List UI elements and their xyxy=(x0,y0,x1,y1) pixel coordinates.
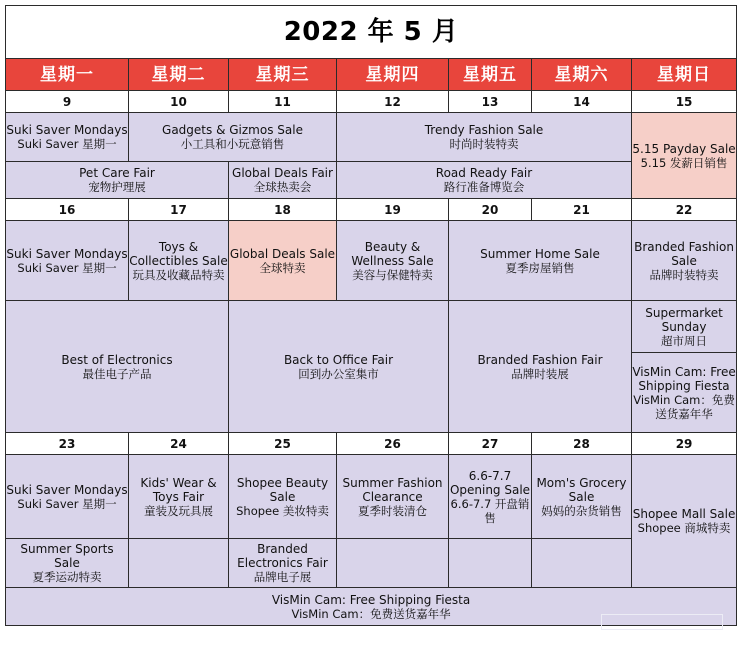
event-title-zh: 路行准备博览会 xyxy=(443,180,525,194)
event-summer-fashion-clearance xyxy=(337,455,449,539)
event-best-of-electronics xyxy=(6,301,229,433)
event-title: 5.15 Payday Sale xyxy=(632,141,736,156)
event-supermarket-sunday xyxy=(632,301,737,353)
event-suki-saver-mondays xyxy=(6,455,129,539)
date-row-week-3 xyxy=(6,433,737,455)
event-title: Branded Fashion Fair xyxy=(477,352,603,367)
date-cell: 28 xyxy=(532,433,632,455)
event-title-zh: 时尚时装特卖 xyxy=(449,137,519,151)
event-title-zh: 夏季时装清仓 xyxy=(358,503,427,518)
weekday-wednesday: 星期三 xyxy=(229,59,337,91)
event-shopee-mall-sale xyxy=(632,455,737,588)
date-cell: 13 xyxy=(449,91,532,113)
event-title-zh: 小工具和小玩意销售 xyxy=(180,137,285,151)
date-cell: 16 xyxy=(6,199,129,221)
event-back-to-office-fair xyxy=(229,301,449,433)
event-title: Best of Electronics xyxy=(61,352,173,367)
event-title: Beauty & Wellness Sale xyxy=(351,239,434,268)
date-cell: 15 xyxy=(632,91,737,113)
event-title-zh: 玩具及收藏品特卖 xyxy=(132,267,225,282)
event-title-zh: VisMin Cam：免费送货嘉年华 xyxy=(291,606,451,621)
weekday-thursday: 星期四 xyxy=(337,59,449,91)
event-title: Road Ready Fair xyxy=(435,166,533,180)
event-title-zh: 6.6-7.7 开盘销售 xyxy=(450,496,530,525)
event-title: Supermarket Sunday xyxy=(645,305,723,334)
event-title: Back to Office Fair xyxy=(283,352,394,367)
event-gadgets-gizmos-sale xyxy=(129,113,337,162)
event-title: Shopee Beauty Sale xyxy=(236,475,329,504)
event-title: Toys & Collectibles Sale xyxy=(129,239,228,268)
date-cell: 26 xyxy=(337,433,449,455)
weekday-tuesday: 星期二 xyxy=(129,59,229,91)
event-title-zh: 品牌时装特卖 xyxy=(649,267,719,282)
weekday-monday: 星期一 xyxy=(6,59,129,91)
event-title-zh: Suki Saver 星期一 xyxy=(17,137,117,151)
event-title: VisMin Cam: Free Shipping Fiesta xyxy=(632,364,736,393)
event-title: Branded Fashion Sale xyxy=(634,239,734,268)
calendar xyxy=(5,5,736,643)
event-title: Shopee Mall Sale xyxy=(632,507,736,521)
watermark xyxy=(601,614,723,630)
date-cell: 25 xyxy=(229,433,337,455)
event-opening-sale xyxy=(449,455,532,539)
event-title-zh: 宠物护理展 xyxy=(88,180,146,194)
event-global-deals-sale xyxy=(229,221,337,301)
event-kids-wear-toys-fair xyxy=(129,455,229,539)
event-branded-fashion-sale xyxy=(632,221,737,301)
date-cell: 19 xyxy=(337,199,449,221)
date-cell: 23 xyxy=(6,433,129,455)
event-payday-sale xyxy=(632,113,737,199)
event-summer-home-sale xyxy=(449,221,632,301)
event-pet-care-fair xyxy=(6,162,229,199)
date-cell: 10 xyxy=(129,91,229,113)
event-title-zh: Suki Saver 星期一 xyxy=(17,496,117,511)
event-summer-sports-sale xyxy=(6,539,129,588)
event-title-zh: 美容与保健特卖 xyxy=(352,267,433,282)
event-toys-collectibles-sale xyxy=(129,221,229,301)
date-cell: 27 xyxy=(449,433,532,455)
event-title-zh: 全球特卖 xyxy=(259,260,306,275)
event-title: Trendy Fashion Sale xyxy=(424,123,544,137)
event-title-zh: 夏季房屋销售 xyxy=(505,260,575,275)
event-title: Mom's Grocery Sale xyxy=(536,475,627,504)
event-title-zh: 超市周日 xyxy=(661,333,708,348)
event-branded-electronics-fair xyxy=(229,539,337,588)
event-shopee-beauty-sale xyxy=(229,455,337,539)
event-title: Summer Sports Sale xyxy=(20,542,114,570)
event-title-zh: VisMin Cam：免费送货嘉年华 xyxy=(633,392,735,421)
event-road-ready-fair xyxy=(337,162,632,199)
event-title-zh: 5.15 发薪日销售 xyxy=(640,155,728,170)
event-title: Gadgets & Gizmos Sale xyxy=(162,123,303,137)
weekday-header-row xyxy=(6,59,737,91)
weekday-saturday: 星期六 xyxy=(532,59,632,91)
event-title-zh: Suki Saver 星期一 xyxy=(17,260,117,275)
date-cell: 24 xyxy=(129,433,229,455)
event-title-zh: 品牌电子展 xyxy=(253,570,312,584)
event-title-zh: 妈妈的杂货销售 xyxy=(541,503,622,518)
date-cell: 22 xyxy=(632,199,737,221)
event-title: Suki Saver Mondays xyxy=(6,123,128,137)
event-title: Suki Saver Mondays xyxy=(6,482,128,497)
event-moms-grocery-sale xyxy=(532,455,632,539)
event-suki-saver-mondays xyxy=(6,221,129,301)
event-title: VisMin Cam: Free Shipping Fiesta xyxy=(271,592,471,607)
event-title: Branded Electronics Fair xyxy=(237,542,328,570)
date-cell: 11 xyxy=(229,91,337,113)
event-branded-fashion-fair xyxy=(449,301,632,433)
date-cell: 9 xyxy=(6,91,129,113)
event-trendy-fashion-sale xyxy=(337,113,632,162)
event-title-zh: 回到办公室集市 xyxy=(298,366,379,381)
event-title-zh: 最佳电子产品 xyxy=(82,366,152,381)
event-suki-saver-mondays xyxy=(6,113,129,162)
event-title-zh: 夏季运动特卖 xyxy=(32,570,102,584)
date-cell: 14 xyxy=(532,91,632,113)
event-title-zh: 童装及玩具展 xyxy=(144,503,213,518)
event-title-zh: 全球热卖会 xyxy=(253,180,312,194)
empty-cell xyxy=(532,539,632,588)
event-title: Global Deals Fair xyxy=(232,166,333,180)
empty-cell xyxy=(449,539,532,588)
event-beauty-wellness-sale xyxy=(337,221,449,301)
event-title: Summer Home Sale xyxy=(480,246,600,261)
date-cell: 20 xyxy=(449,199,532,221)
empty-cell xyxy=(337,539,449,588)
calendar-table xyxy=(5,5,737,626)
event-title-zh: 品牌时装展 xyxy=(511,366,569,381)
event-title: Summer Fashion Clearance xyxy=(342,475,443,504)
event-vismin-free-shipping-fiesta xyxy=(632,353,737,433)
calendar-title: 2022 年 5 月 xyxy=(6,6,737,59)
date-row-week-1 xyxy=(6,91,737,113)
event-title-zh: Shopee 商城特卖 xyxy=(637,521,731,535)
event-title: Suki Saver Mondays xyxy=(6,246,128,261)
event-global-deals-fair xyxy=(229,162,337,199)
date-cell: 29 xyxy=(632,433,737,455)
event-title: Global Deals Sale xyxy=(229,246,336,261)
empty-cell xyxy=(129,539,229,588)
weekday-friday: 星期五 xyxy=(449,59,532,91)
date-cell: 18 xyxy=(229,199,337,221)
event-title: Pet Care Fair xyxy=(79,166,155,180)
event-title: Kids' Wear & Toys Fair xyxy=(140,475,217,504)
date-cell: 12 xyxy=(337,91,449,113)
event-title: 6.6-7.7 Opening Sale xyxy=(449,468,531,497)
weekday-sunday: 星期日 xyxy=(632,59,737,91)
event-title-zh: Shopee 美妆特卖 xyxy=(236,503,329,518)
date-cell: 21 xyxy=(532,199,632,221)
date-row-week-2 xyxy=(6,199,737,221)
date-cell: 17 xyxy=(129,199,229,221)
